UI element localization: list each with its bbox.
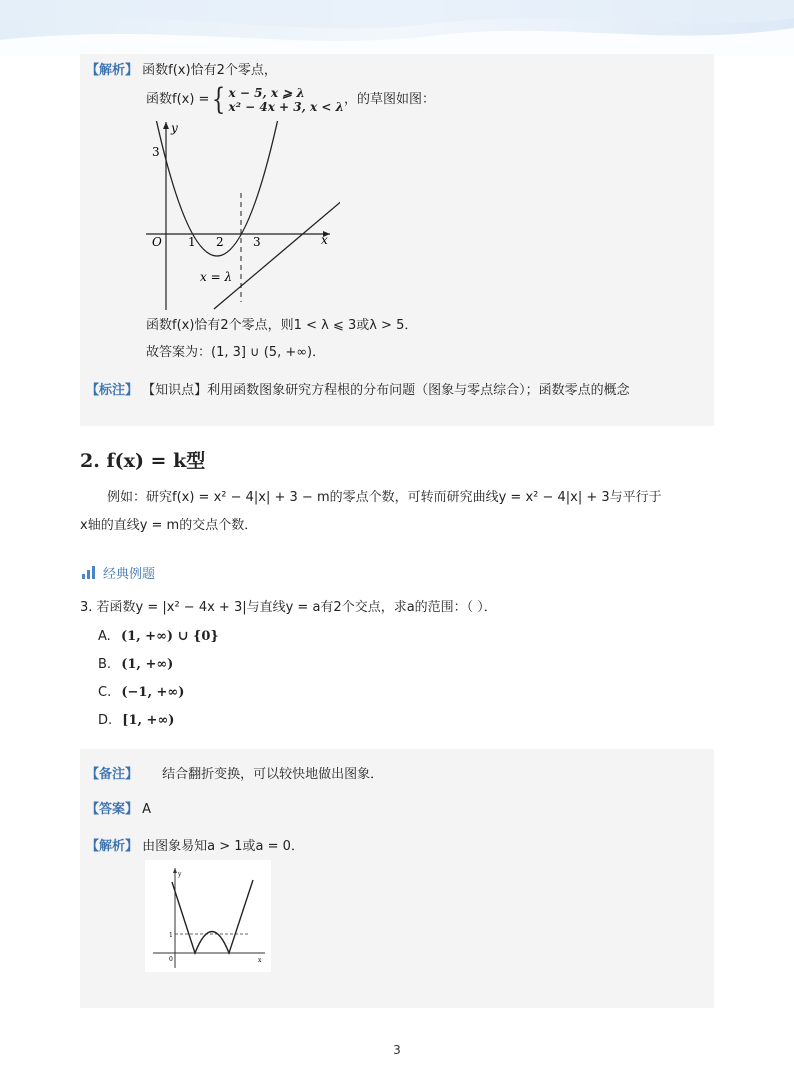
abs-function-graph-frame (145, 860, 271, 972)
piecewise-case-2: x² − 4x + 3, x < λ (228, 100, 344, 114)
analysis1-line4: 故答案为：(1, 3] ∪ (5, +∞)． (146, 345, 326, 360)
option-c-text: (−1, +∞) (121, 685, 185, 700)
graph1-tick-y3: 3 (152, 145, 160, 159)
analysis1-row2 (146, 82, 435, 117)
piecewise-function-graph (140, 115, 340, 315)
option-c-label: C. (98, 685, 112, 700)
graph2-x-label: x (258, 957, 262, 964)
answer-label: 【答案】 (86, 802, 139, 817)
graph1-y-label: y (171, 121, 178, 135)
graph1-tick-2: 2 (216, 235, 224, 249)
graph2-y-arrow (173, 868, 177, 873)
remark-row (86, 765, 383, 785)
analysis1-line2-prefix: 函数f(x) = (146, 92, 210, 107)
graph1-tick-1: 1 (188, 235, 196, 249)
option-a[interactable] (98, 627, 219, 647)
note1-text: 【知识点】利用函数图象研究方程根的分布问题（图象与零点综合）；函数零点的概念 (142, 383, 630, 398)
section-heading-2: 2. f(x) = k型 (80, 450, 206, 472)
graph1-lambda-label: x = λ (200, 270, 233, 284)
piecewise-cases (229, 86, 344, 114)
answer-row (86, 800, 151, 820)
piecewise-case-1: x − 5, x ⩾ λ (228, 86, 305, 100)
analysis1-row1 (86, 61, 277, 81)
graph1-tick-3: 3 (253, 235, 261, 249)
graph2-tick-1: 1 (169, 932, 173, 939)
option-b[interactable] (98, 655, 173, 675)
option-a-label: A. (98, 629, 111, 644)
analysis1-line2-suffix: ，的草图如图： (343, 92, 435, 107)
graph2-y-label: y (178, 871, 182, 878)
brace-symbol: { (212, 82, 226, 117)
remark-label: 【备注】 (86, 767, 139, 782)
example-line1: 例如：研究f(x) = x² − 4|x| + 3 − m的零点个数，可转而研究曲线y = x² − 4|x| + 3与平行于 (107, 490, 662, 505)
option-b-label: B. (98, 657, 112, 672)
graph2-origin-label: 0 (169, 956, 173, 963)
analysis2-text: 由图象易知a > 1或a = 0． (142, 839, 304, 854)
classic-examples-label: 经典例题 (103, 567, 156, 582)
classic-examples-title (82, 563, 155, 582)
header-wave-decoration (0, 0, 794, 56)
option-b-text: (1, +∞) (121, 657, 174, 672)
analysis1-line1: 函数f(x)恰有2个零点， (142, 63, 277, 78)
analysis2-row (86, 837, 304, 857)
graph1-origin-label: O (152, 235, 162, 249)
example-line2: x轴的直线y = m的交点个数． (80, 518, 258, 533)
note1-label: 【标注】 (86, 383, 139, 398)
question-stem: 3. 若函数y = |x² − 4x + 3|与直线y = a有2个交点，求a的范围：（ ）． (80, 600, 497, 615)
graph1-x-label: x (321, 233, 328, 247)
graph2-curve (172, 880, 253, 953)
bar-chart-icon (82, 567, 95, 579)
analysis2-label: 【解析】 (86, 839, 139, 854)
remark-text: 结合翻折变换，可以较快地做出图象． (162, 767, 384, 782)
option-d[interactable] (98, 711, 174, 731)
option-d-text: [1, +∞) (122, 713, 175, 728)
answer-text: A (142, 802, 152, 817)
note1-row (86, 381, 630, 401)
option-d-label: D. (98, 713, 113, 728)
option-a-text: (1, +∞) ∪ {0} (120, 629, 219, 644)
graph1-line (214, 194, 340, 309)
analysis1-line3: 函数f(x)恰有2个零点，则1 < λ ⩽ 3或λ > 5． (146, 318, 418, 333)
option-c[interactable] (98, 683, 184, 703)
analysis1-label: 【解析】 (86, 63, 139, 78)
graph1-y-arrow (163, 122, 169, 129)
abs-function-graph (145, 860, 271, 972)
page-number: 3 (393, 1043, 401, 1057)
